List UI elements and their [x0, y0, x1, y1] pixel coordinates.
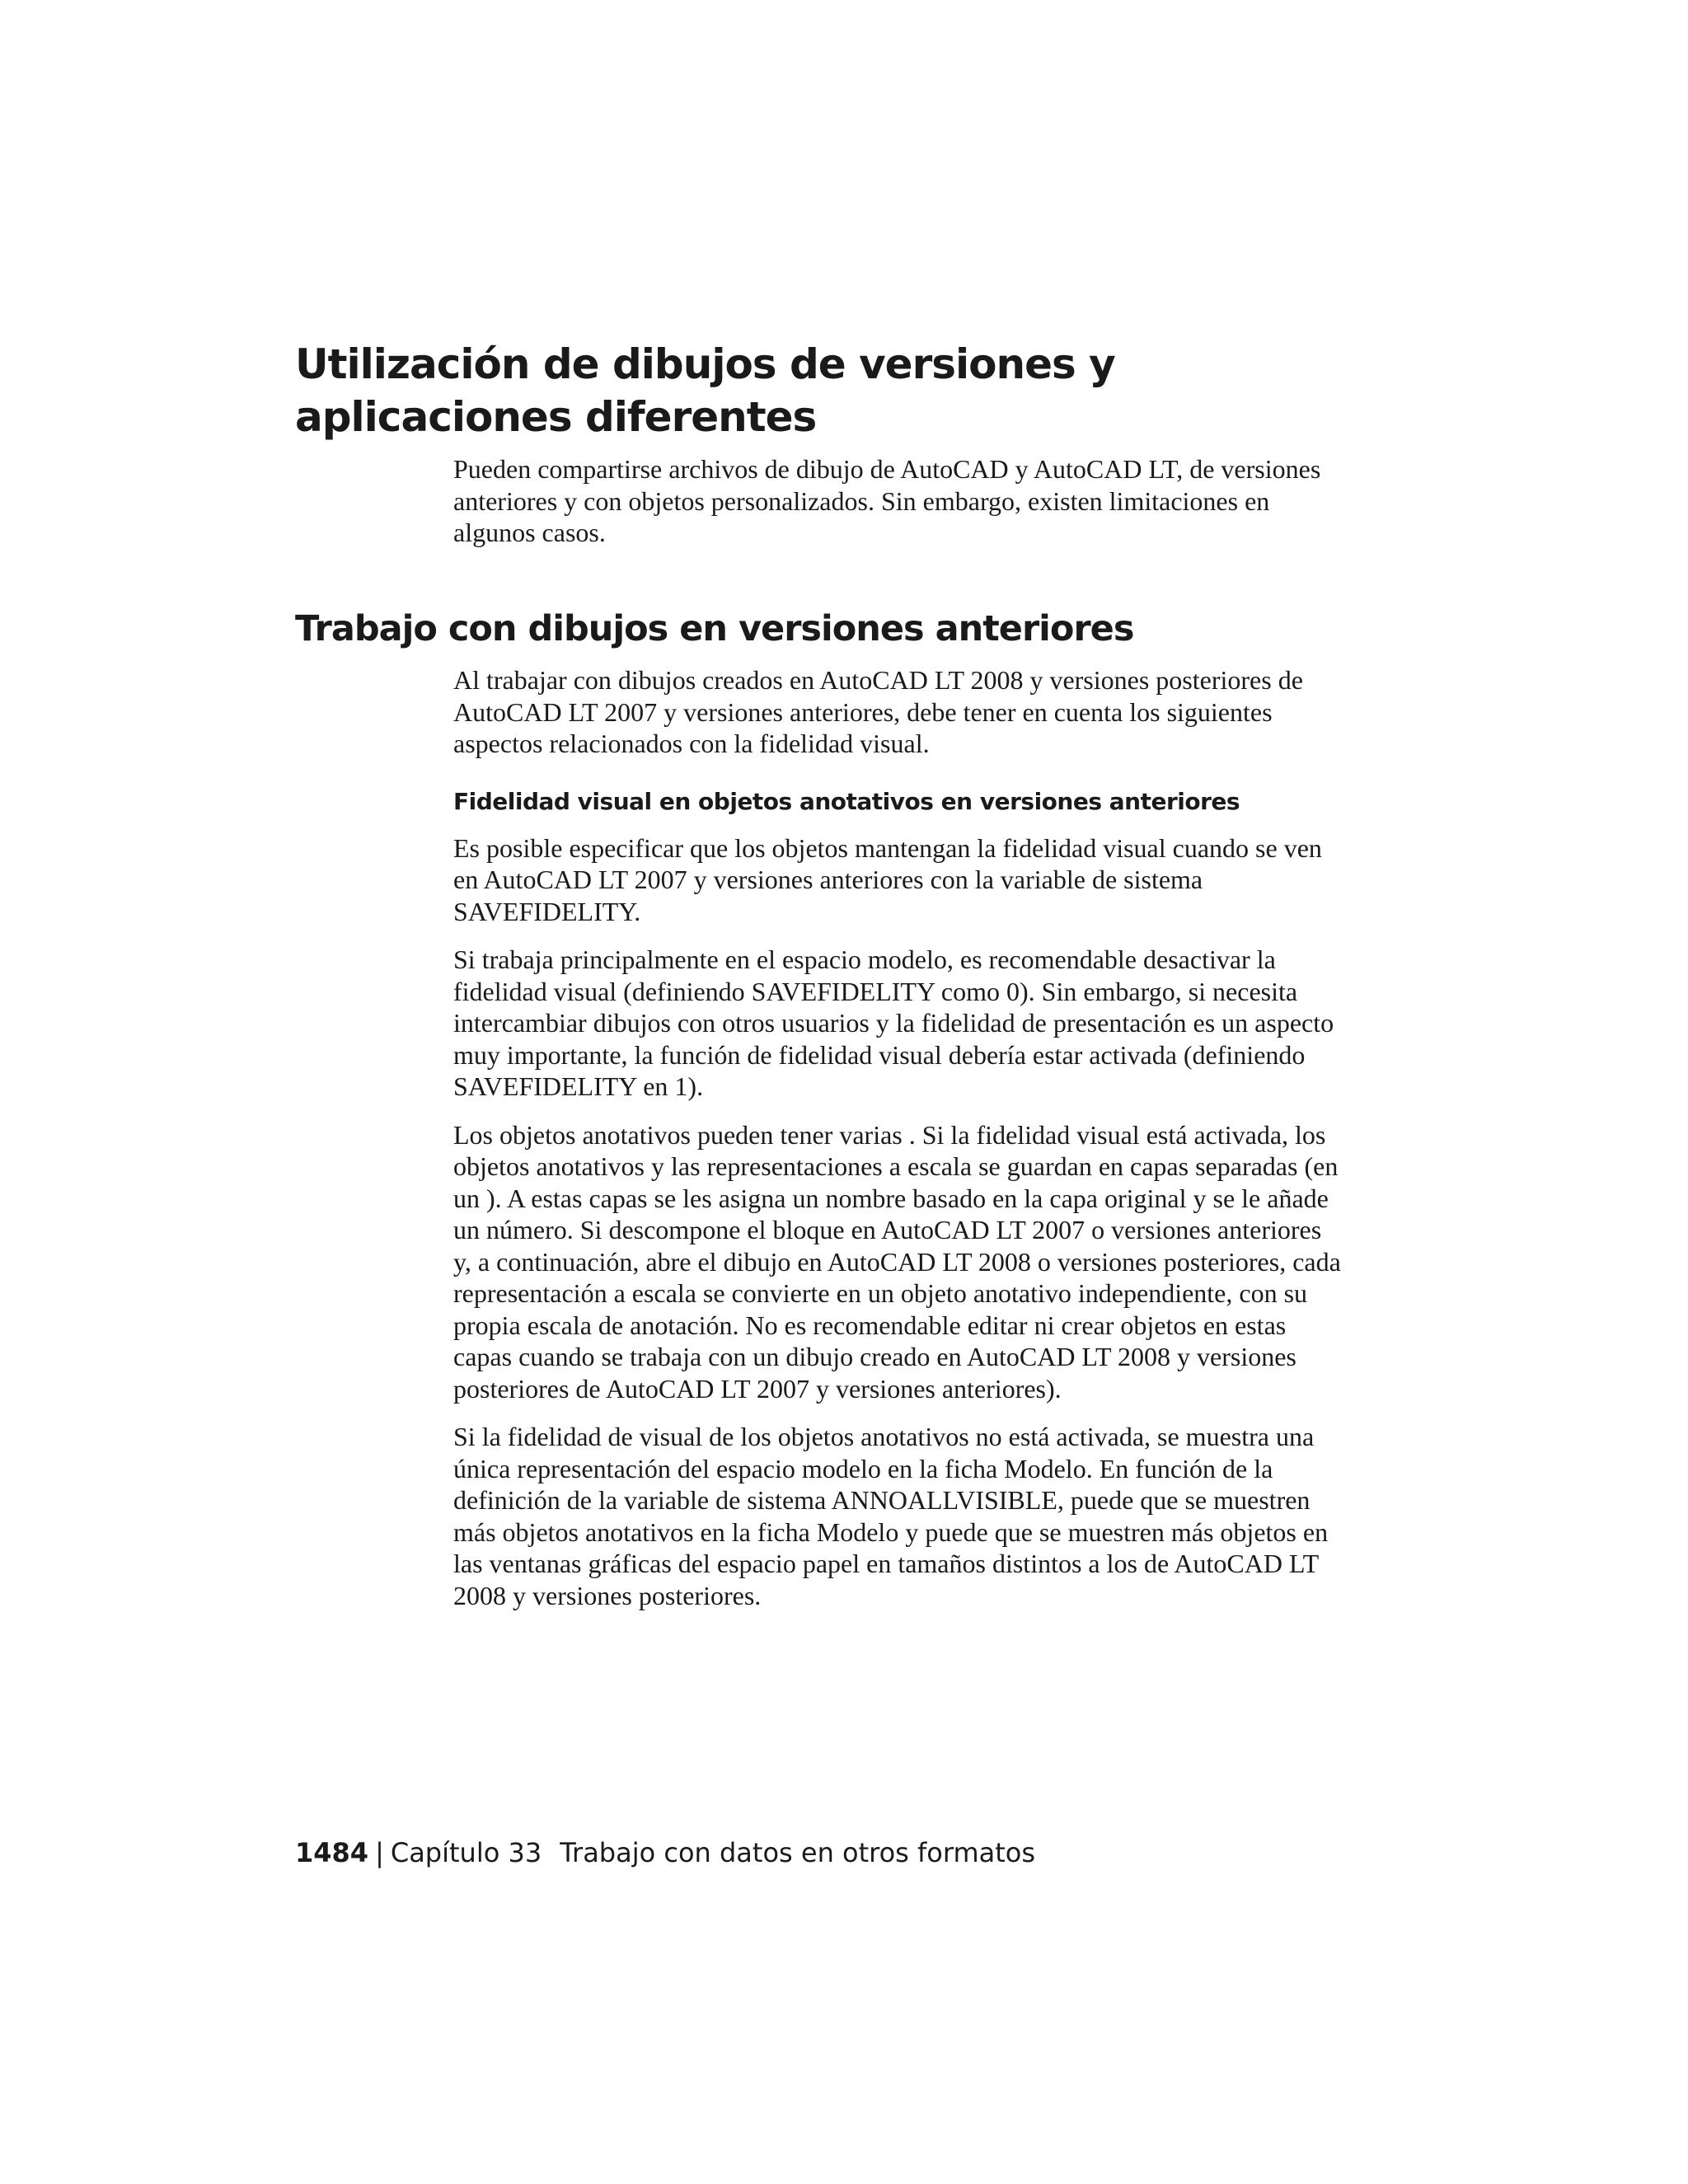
section-intro [453, 453, 1343, 565]
section-title: Utilización de dibujos de versiones y aplicaciones diferentes [295, 340, 1115, 441]
subsection-body [453, 664, 1343, 1628]
footer-chapter: Capítulo 33 [390, 1837, 542, 1868]
section-intro-paragraph: Pueden compartirse archivos de dibujo de AutoCAD y AutoCAD LT, de versiones anteriores y con objetos personalizados. Sin embargo, existen limitaciones en algunos casos. [453, 454, 1321, 547]
body-paragraph: Si la fidelidad de visual de los objetos anotativos no está activada, se muestra una única representación del espacio modelo en la ficha Modelo. En función de la definición de la variable de sistema ANNOALLVISIBLE, puede que se muestren más objetos anotativos en la ficha Modelo y puede que se muestren más objetos en las ventanas gráficas del espacio papel en tamaños distintos a los de AutoCAD LT 2008 y versiones posteriores. [453, 1422, 1329, 1610]
body-paragraph: Es posible especificar que los objetos mantengan la fidelidad visual cuando se ven en AutoCAD LT 2007 y versiones anteriores con la variable de sistema SAVEFIDELITY. [453, 832, 1322, 926]
page-footer [295, 1836, 1035, 1869]
footer-separator: | [375, 1837, 384, 1868]
body-paragraph: Los objetos anotativos pueden tener varias . Si la fidelidad visual está activada, los objetos anotativos y las representaciones a escala se guardan en capas separadas (en un ). A estas capas se les asigna un nombre basado en la capa original y se le añade un número. Si descompone el bloque en AutoCAD LT 2007 o versiones anteriores y, a continuación, abre el dibujo en AutoCAD LT 2008 o versiones posteriores, cada representación a escala se convierte en un objeto anotativo independiente, con su propia escala de anotación. No es recomendable editar ni crear objetos en estas capas cuando se trabaja con un dibujo creado en AutoCAD LT 2008 y versiones posteriores de AutoCAD LT 2007 y versiones anteriores). [453, 1119, 1341, 1404]
footer-chapter-title: Trabajo con datos en otros formatos [560, 1837, 1036, 1868]
body-paragraph: Si trabaja principalmente en el espacio modelo, es recomendable desactivar la fidelidad visual (definiendo SAVEFIDELITY como 0). Sin embargo, si necesita intercambiar dibujos con otros usuarios y la fidelidad de presentación es un aspecto muy importante, la función de fidelidad visual debería estar activada (definiendo SAVEFIDELITY en 1). [453, 944, 1334, 1101]
subsection-title: Trabajo con dibujos en versiones anteriores [295, 608, 1134, 649]
subsection-intro-paragraph: Al trabajar con dibujos creados en AutoCAD LT 2008 y versiones posteriores de AutoCAD LT 2007 y versiones anteriores, debe tener en cuenta los siguientes aspectos relacionados con la fidelidad visual. [453, 665, 1303, 758]
page-number: 1484 [295, 1837, 369, 1868]
subsection-heading: Fidelidad visual en objetos anotativos en versiones anteriores [453, 787, 1240, 815]
